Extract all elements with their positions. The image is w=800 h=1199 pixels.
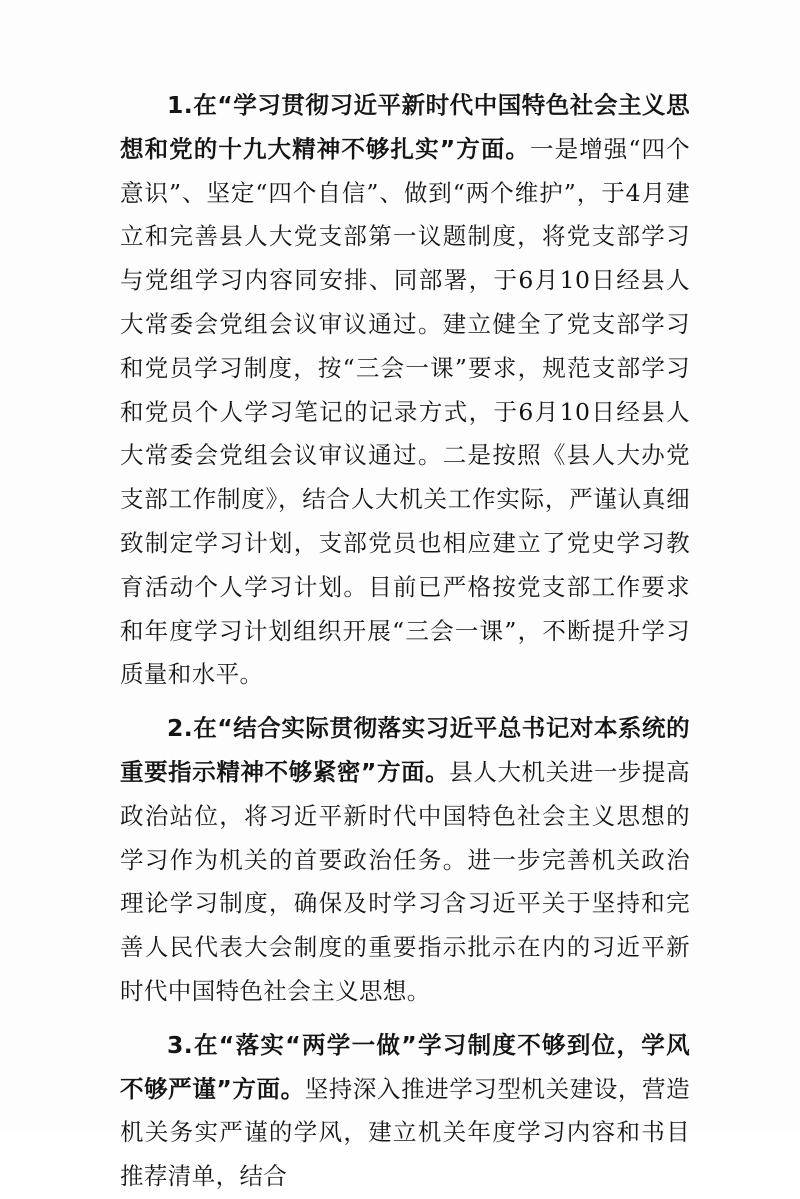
paragraph-3 [120,1024,690,1199]
paragraph-3-heading: 3.在“落实“两学一做”学习制度不够到位，学风不够严谨”方面。 [120,1030,690,1103]
paragraph-2 [120,707,690,1014]
document-body [120,84,690,1199]
paragraph-2-heading: 2.在“结合实际贯彻落实习近平总书记对本系统的重要指示精神不够紧密”方面。 [120,714,690,786]
paragraph-1 [120,84,690,697]
paragraph-3-text: 坚持深入推进学习型机关建设，营造机关务实严谨的学风，建立机关年度学习内容和书目推荐清单，结合 [120,1074,690,1191]
paragraph-1-heading: 1.在“学习贯彻习近平新时代中国特色社会主义思想和党的十九大精神不够扎实”方面。 [120,91,690,163]
paragraph-1-text: 一是增强“四个意识”、坚定“四个自信”、做到“两个维护”，于4月建立和完善县人大党支部第一议题制度，将党支部学习与党组学习内容同安排、同部署，于6月10日经县人大常委会党组会议审议通过。建立健全了党支部学习和党员学习制度，按“三会一课”要求，规范支部学习和党员个人学习笔记的记录方式，于6月10日经县人大常委会党组会议审议通过。二是按照《县人大办党支部工作制度》，结合人大机关工作实际，严谨认真细致制定学习计划，支部党员也相应建立了党史学习教育活动个人学习计划。目前已严格按党支部工作要求和年度学习计划组织开展“三会一课”，不断提升学习质量和水平。 [120,134,690,689]
paragraph-2-text: 县人大机关进一步提高政治站位，将习近平新时代中国特色社会主义思想的学习作为机关的首要政治任务。进一步完善机关政治理论学习制度，确保及时学习含习近平关于坚持和完善人民代表大会制度的重要指示批示在内的习近平新时代中国特色社会主义思想。 [120,757,691,1005]
